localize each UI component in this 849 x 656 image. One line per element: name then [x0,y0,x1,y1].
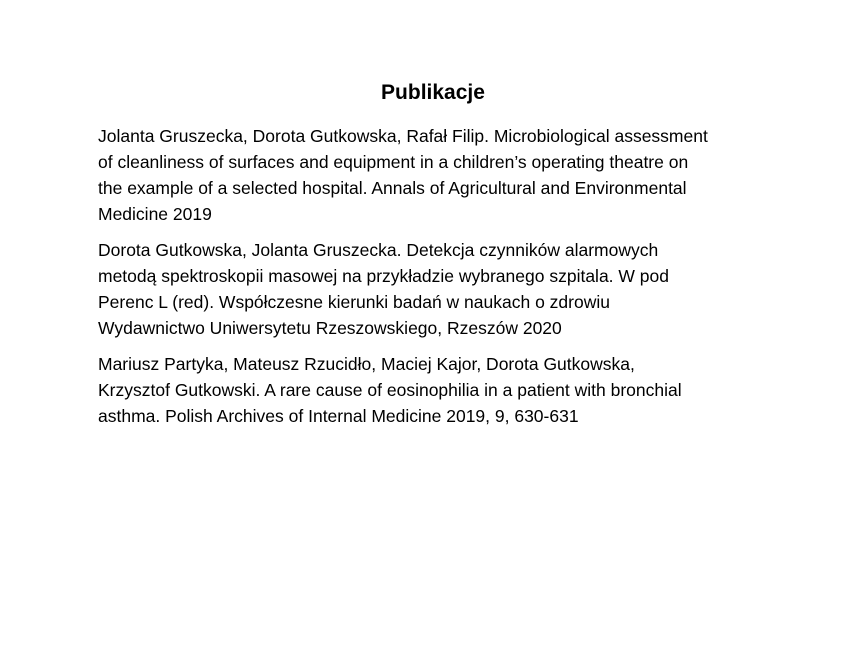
publication-line: asthma. Polish Archives of Internal Medicine 2019, 9, 630-631 [98,406,579,426]
publication-line: Krzysztof Gutkowski. A rare cause of eosinophilia in a patient with bronchial [98,380,682,400]
publication-line: Wydawnictwo Uniwersytetu Rzeszowskiego, Rzeszów 2020 [98,318,562,338]
publication-item [98,123,798,227]
publication-line: of cleanliness of surfaces and equipment in a children’s operating theatre on [98,152,689,172]
publication-line: Mariusz Partyka, Mateusz Rzucidło, Maciej Kajor, Dorota Gutkowska, [98,354,635,374]
page-title: Publikacje [381,81,485,104]
publication-list [98,123,798,439]
publication-line: the example of a selected hospital. Annals of Agricultural and Environmental [98,178,687,198]
publication-line: Dorota Gutkowska, Jolanta Gruszecka. Detekcja czynników alarmowych [98,240,659,260]
publication-line: Perenc L (red). Współczesne kierunki badań w naukach o zdrowiu [98,292,610,312]
publication-line: Jolanta Gruszecka, Dorota Gutkowska, Rafał Filip. Microbiological assessment [98,126,708,146]
publication-line: Medicine 2019 [98,204,212,224]
publication-line: metodą spektroskopii masowej na przykładzie wybranego szpitala. W pod [98,266,669,286]
publication-item [98,351,798,429]
publication-item [98,237,798,341]
